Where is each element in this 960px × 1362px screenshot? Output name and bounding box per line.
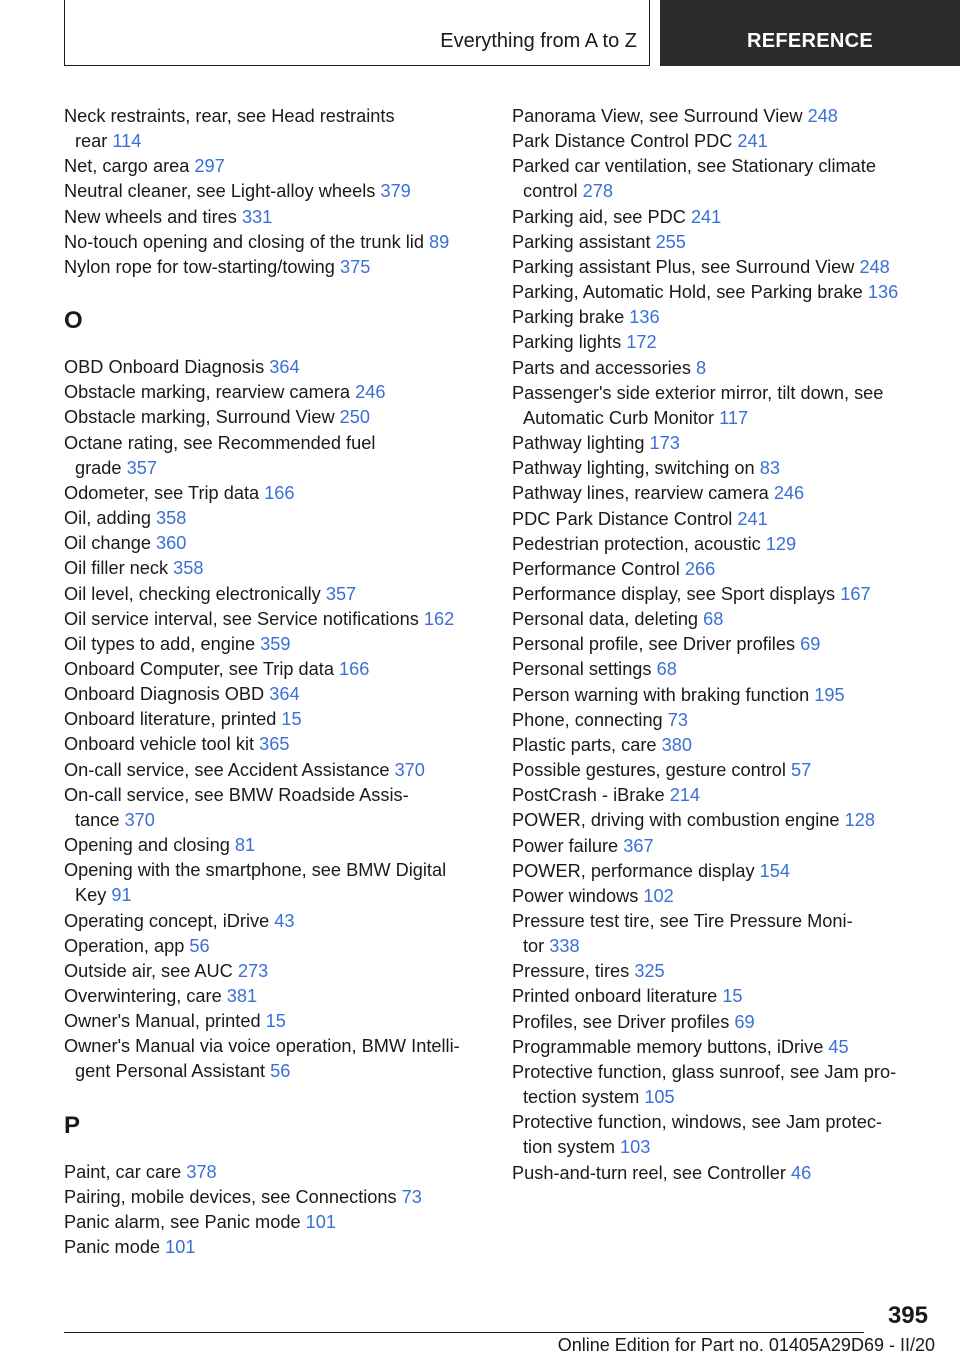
index-entry: [64, 405, 484, 430]
index-entry: [64, 657, 484, 682]
index-entry: [512, 1060, 932, 1085]
index-entry-group: [512, 381, 932, 431]
index-page-link[interactable]: 8: [696, 357, 707, 378]
index-entry-text: Odometer, see Trip data: [64, 482, 260, 503]
index-entry: [512, 356, 932, 381]
index-entry: [64, 1210, 484, 1235]
index-entry-text: Park Distance Control PDC: [512, 131, 733, 152]
index-entry-text: Overwintering, care: [64, 986, 222, 1006]
index-entry: [512, 532, 932, 557]
index-entry: [512, 230, 932, 255]
index-entry-text: Owner's Manual via voice operation, BMW Intelli-: [64, 1036, 460, 1057]
index-entry-text: POWER, performance display: [512, 860, 755, 881]
index-entry: [512, 255, 932, 280]
index-entry: [512, 1110, 932, 1135]
index-entry: [512, 431, 932, 456]
index-entry: [512, 884, 932, 909]
header-section-tab: [660, 0, 960, 66]
index-entry-text: Onboard literature, printed: [64, 709, 277, 730]
index-page-link[interactable]: 378: [186, 1161, 217, 1182]
index-entry: [512, 758, 932, 783]
index-page-link[interactable]: 358: [173, 558, 204, 579]
index-column-right: [512, 104, 932, 1186]
index-entry-text: Operating concept, iDrive: [64, 910, 270, 931]
index-entry: [64, 1034, 484, 1059]
index-entry-text: No-touch opening and closing of the trunk lid: [64, 231, 424, 252]
index-page-link[interactable]: 166: [264, 482, 295, 503]
footer-divider: [64, 1332, 864, 1333]
index-entry: [512, 859, 932, 884]
index-page-link[interactable]: 250: [339, 407, 371, 428]
index-entry: [64, 833, 484, 858]
index-entry: [512, 984, 932, 1009]
index-entry: [512, 733, 932, 758]
index-entry: [512, 507, 932, 532]
index-entry: [512, 1085, 932, 1110]
index-page-link[interactable]: 266: [684, 558, 716, 579]
index-entry: [512, 607, 932, 632]
index-entry-text: Plastic parts, care: [512, 734, 657, 755]
index-entry: [512, 708, 932, 733]
index-page-link[interactable]: 101: [165, 1237, 196, 1258]
index-entry: [64, 883, 484, 908]
index-entry: [64, 255, 484, 280]
index-entry: [512, 179, 932, 204]
index-entry-text: Parking brake: [512, 307, 625, 328]
index-entry-group: [64, 858, 484, 908]
index-entry-text: Programmable memory buttons, iDrive: [512, 1036, 824, 1057]
page-number: 395: [887, 1302, 928, 1329]
index-entry: [64, 732, 484, 757]
index-entry: [64, 230, 484, 255]
index-entry: [512, 280, 932, 305]
index-entry-text: Parking assistant: [512, 231, 651, 252]
index-entry: [64, 858, 484, 883]
index-page-link[interactable]: 45: [828, 1036, 849, 1057]
index-page-link[interactable]: 166: [339, 658, 370, 679]
index-entry: [512, 808, 932, 833]
index-page-link[interactable]: 68: [656, 659, 677, 680]
index-entry-text: grade: [75, 457, 122, 478]
index-page-link[interactable]: 167: [840, 583, 871, 604]
index-page-link[interactable]: 357: [325, 583, 357, 604]
index-entry-text: Pathway lines, rearview camera: [512, 483, 769, 504]
index-entry: [64, 456, 484, 481]
index-page-link[interactable]: 214: [669, 785, 701, 806]
index-entry: [64, 984, 484, 1009]
index-entry-text: Performance Control: [512, 558, 680, 579]
index-entry-text: Oil change: [64, 533, 151, 554]
index-entry-text: Passenger's side exterior mirror, tilt down, see: [512, 382, 884, 403]
index-entry-group: [64, 783, 484, 833]
index-page-link[interactable]: 325: [634, 961, 665, 982]
index-entry-text: Opening and closing: [64, 835, 230, 856]
index-page-link[interactable]: 57: [791, 760, 812, 781]
index-entry: [512, 657, 932, 682]
index-entry-text: Neutral cleaner, see Light-alloy wheels: [64, 181, 376, 202]
index-entry-group: [512, 154, 932, 204]
index-page-link[interactable]: 136: [629, 307, 660, 328]
index-entry-text: Profiles, see Driver profiles: [512, 1011, 730, 1032]
index-entry: [64, 205, 484, 230]
index-page-link[interactable]: 56: [189, 935, 210, 956]
index-page-link[interactable]: 379: [380, 181, 411, 202]
index-entry-text: Onboard vehicle tool kit: [64, 734, 255, 755]
index-entry-text: Onboard Diagnosis OBD: [64, 684, 265, 705]
index-page-link[interactable]: 380: [661, 734, 692, 755]
index-page-link[interactable]: 154: [759, 860, 791, 881]
index-entry-text: Pressure, tires: [512, 961, 630, 982]
index-entry-text: Parked car ventilation, see Stationary climate: [512, 156, 876, 177]
index-entry-text: Onboard Computer, see Trip data: [64, 658, 334, 679]
index-page-link[interactable]: 241: [737, 508, 768, 529]
index-page-link[interactable]: 83: [759, 458, 780, 479]
index-page-link[interactable]: 162: [423, 608, 455, 629]
index-entry-text: gent Personal Assistant: [75, 1061, 266, 1082]
index-entry-text: Protective function, glass sunroof, see Jam pro-: [512, 1061, 897, 1082]
index-column-left: [64, 104, 484, 1260]
index-page-link[interactable]: 69: [734, 1011, 755, 1032]
header-chapter-box: [64, 0, 650, 66]
index-page-link[interactable]: 73: [401, 1186, 422, 1207]
index-page-link[interactable]: 68: [703, 609, 724, 630]
index-page-link[interactable]: 357: [126, 457, 157, 478]
index-page-link[interactable]: 246: [773, 483, 805, 504]
index-page-link[interactable]: 129: [765, 533, 797, 554]
index-page-link[interactable]: 331: [241, 206, 273, 227]
index-entry-text: Pairing, mobile devices, see Connections: [64, 1186, 397, 1207]
index-page-link[interactable]: 43: [274, 910, 295, 931]
index-entry-text: Pathway lighting: [512, 433, 645, 454]
index-entry: [64, 682, 484, 707]
index-entry-text: Parking, Automatic Hold, see Parking brake: [512, 282, 863, 303]
index-entry-text: On-call service, see BMW Roadside Assis-: [64, 784, 409, 805]
index-entry-text: Possible gestures, gesture control: [512, 760, 786, 781]
index-entry: [64, 154, 484, 179]
index-entry-text: Panorama View, see Surround View: [512, 106, 803, 126]
index-page-link[interactable]: 246: [355, 382, 386, 403]
index-entry: [64, 582, 484, 607]
index-entry-text: Automatic Curb Monitor: [523, 407, 715, 428]
index-entry: [64, 959, 484, 984]
index-page-link[interactable]: 81: [234, 835, 256, 856]
index-entry-text: Parking assistant Plus, see Surround View: [512, 256, 855, 277]
index-page-link[interactable]: 241: [690, 206, 722, 227]
index-page-link[interactable]: 56: [270, 1061, 291, 1082]
page-header: [64, 0, 960, 66]
index-entry: [512, 557, 932, 582]
index-entry: [512, 632, 932, 657]
index-entry-text: Performance display, see Sport displays: [512, 583, 836, 604]
index-entry: [64, 1009, 484, 1034]
index-entry: [64, 355, 484, 380]
index-page-link[interactable]: 136: [867, 282, 899, 303]
index-entry-text: rear: [75, 131, 108, 152]
index-page-link[interactable]: 358: [156, 508, 187, 529]
index-entry: [512, 456, 932, 481]
index-entry-text: tion system: [523, 1137, 615, 1158]
index-entry-text: PDC Park Distance Control: [512, 508, 733, 529]
index-entry-group: [512, 1060, 932, 1110]
index-entry-text: POWER, driving with combustion engine: [512, 810, 840, 831]
index-entry: [512, 1161, 932, 1186]
index-entry: [512, 1035, 932, 1060]
index-letter-heading: P: [64, 1111, 81, 1139]
index-entry-text: On-call service, see Accident Assistance: [64, 759, 390, 780]
index-entry: [64, 531, 484, 556]
index-entry-text: Oil level, checking electronically: [64, 583, 321, 604]
index-page-link[interactable]: 173: [649, 433, 680, 454]
index-entry-text: Obstacle marking, Surround View: [64, 407, 335, 428]
chapter-title: Everything from A to Z: [440, 30, 637, 52]
index-entry: [64, 1059, 484, 1084]
index-entry-text: Oil types to add, engine: [64, 633, 256, 654]
index-page-link[interactable]: 297: [194, 156, 225, 177]
index-page-link[interactable]: 69: [800, 634, 821, 655]
index-entry-text: Neck restraints, rear, see Head restraints: [64, 106, 395, 126]
index-page-link[interactable]: 128: [844, 810, 875, 831]
index-entry-group: [64, 1034, 484, 1084]
index-entry: [64, 607, 484, 632]
index-entry: [64, 1185, 484, 1210]
index-entry-text: Pathway lighting, switching on: [512, 458, 755, 479]
index-page-link[interactable]: 91: [111, 885, 132, 906]
index-entry-text: Protective function, windows, see Jam protec-: [512, 1112, 882, 1133]
index-entry: [512, 1135, 932, 1160]
index-entry-text: Owner's Manual, printed: [64, 1011, 261, 1032]
index-entry-text: Net, cargo area: [64, 156, 190, 177]
index-page-link[interactable]: 255: [655, 231, 686, 252]
index-entry-text: control: [523, 181, 578, 202]
index-entry-text: Power windows: [512, 885, 639, 906]
index-entry-group: [512, 909, 932, 959]
index-entry: [512, 330, 932, 355]
index-entry: [512, 582, 932, 607]
index-page-link[interactable]: 365: [259, 734, 290, 755]
index-entry: [64, 758, 484, 783]
index-entry: [64, 909, 484, 934]
index-entry: [64, 1160, 484, 1185]
index-entry: [512, 834, 932, 859]
index-entry: [512, 129, 932, 154]
index-entry-text: tor: [523, 936, 545, 957]
index-page-link[interactable]: 15: [281, 709, 302, 730]
index-entry-text: Person warning with braking function: [512, 684, 810, 705]
index-entry: [64, 556, 484, 581]
index-entry-text: Pressure test tire, see Tire Pressure Moni-: [512, 911, 853, 931]
index-page-link[interactable]: 370: [394, 759, 425, 780]
index-entry: [512, 959, 932, 984]
index-entry: [512, 683, 932, 708]
index-entry-text: Push-and-turn reel, see Controller: [512, 1162, 786, 1183]
index-page-link[interactable]: 381: [226, 986, 258, 1006]
index-page-link[interactable]: 360: [156, 533, 187, 554]
index-entry-text: Opening with the smartphone, see BMW Digital: [64, 860, 447, 881]
index-entry-text: tection system: [523, 1087, 640, 1108]
index-entry-text: Parking aid, see PDC: [512, 206, 686, 227]
index-entry: [64, 934, 484, 959]
index-page-link[interactable]: 364: [269, 684, 300, 705]
index-entry-group: [64, 104, 484, 154]
index-entry: [64, 783, 484, 808]
index-page-link[interactable]: 338: [549, 936, 580, 957]
index-entry-text: Nylon rope for tow-starting/towing: [64, 256, 335, 277]
index-entry-text: Personal profile, see Driver profiles: [512, 634, 796, 655]
index-entry: [64, 129, 484, 154]
index-entry: [64, 380, 484, 405]
index-page-link[interactable]: 370: [124, 809, 155, 830]
index-page-link[interactable]: 248: [807, 106, 838, 126]
index-entry-text: Panic alarm, see Panic mode: [64, 1211, 301, 1232]
index-entry-text: Octane rating, see Recommended fuel: [64, 432, 376, 453]
index-entry: [64, 431, 484, 456]
index-entry: [64, 481, 484, 506]
index-entry-text: Key: [75, 885, 107, 906]
index-page-link[interactable]: 15: [265, 1011, 286, 1032]
index-entry: [512, 154, 932, 179]
index-entry-text: Printed onboard literature: [512, 986, 718, 1007]
index-entry: [64, 506, 484, 531]
index-entry: [512, 104, 932, 129]
index-page-link[interactable]: 364: [269, 357, 300, 378]
index-entry-text: Outside air, see AUC: [64, 960, 233, 981]
index-entry-text: Obstacle marking, rearview camera: [64, 382, 351, 403]
index-entry: [512, 934, 932, 959]
index-entry-text: Personal settings: [512, 659, 652, 680]
index-page-link[interactable]: 102: [643, 885, 674, 906]
index-entry-text: Oil, adding: [64, 508, 151, 529]
index-page-link[interactable]: 367: [623, 835, 654, 856]
index-entry: [64, 632, 484, 657]
index-entry: [512, 305, 932, 330]
index-entry-text: Paint, car care: [64, 1161, 182, 1182]
index-entry-text: Operation, app: [64, 935, 185, 956]
index-page-link[interactable]: 103: [620, 1137, 651, 1158]
index-page-link[interactable]: 195: [814, 684, 845, 705]
index-page-link[interactable]: 172: [626, 332, 657, 353]
index-entry-group: [64, 431, 484, 481]
index-page-link[interactable]: 101: [305, 1211, 336, 1232]
section-tab-label: REFERENCE: [746, 30, 874, 52]
footer-edition: Online Edition for Part no. 01405A29D69 - II/20: [557, 1335, 935, 1355]
index-page-link[interactable]: 46: [791, 1162, 812, 1183]
index-entry: [512, 783, 932, 808]
index-entry: [512, 909, 932, 934]
index-page-link[interactable]: 105: [644, 1087, 675, 1108]
index-entry: [64, 707, 484, 732]
index-entry: [64, 179, 484, 204]
index-entry-text: PostCrash - iBrake: [512, 785, 665, 806]
index-page-link[interactable]: 273: [237, 960, 269, 981]
index-entry-text: New wheels and tires: [64, 206, 237, 227]
index-entry-text: Oil service interval, see Service notifications: [64, 608, 419, 629]
index-page-link[interactable]: 375: [339, 256, 371, 277]
index-entry-text: Oil filler neck: [64, 558, 169, 579]
index-entry: [512, 406, 932, 431]
index-entry-text: OBD Onboard Diagnosis: [64, 357, 265, 378]
index-entry-text: Personal data, deleting: [512, 609, 699, 630]
index-entry: [512, 205, 932, 230]
index-entry-text: Parking lights: [512, 332, 622, 353]
index-page-link[interactable]: 117: [719, 407, 749, 428]
index-entry: [64, 104, 484, 129]
index-entry: [512, 1010, 932, 1035]
index-page-link[interactable]: 248: [859, 256, 890, 277]
index-letter-heading: O: [64, 307, 83, 335]
index-page-link[interactable]: 15: [722, 986, 743, 1007]
index-entry-text: Pedestrian protection, acoustic: [512, 533, 761, 554]
index-page-link[interactable]: 114: [112, 131, 142, 152]
index-page-link[interactable]: 278: [582, 181, 614, 202]
index-entry-text: Power failure: [512, 835, 619, 856]
index-page-link[interactable]: 359: [260, 633, 291, 654]
index-entry-text: Parts and accessories: [512, 357, 691, 378]
index-entry: [512, 381, 932, 406]
index-entry-text: Panic mode: [64, 1237, 161, 1258]
index-entry: [64, 808, 484, 833]
index-entry-text: tance: [75, 809, 120, 830]
index-entry: [512, 481, 932, 506]
index-page-link[interactable]: 89: [429, 231, 450, 252]
index-entry-text: Phone, connecting: [512, 709, 663, 730]
index-entry: [64, 1235, 484, 1260]
index-page-link[interactable]: 241: [737, 131, 768, 152]
index-entry-group: [512, 1110, 932, 1160]
index-page-link[interactable]: 73: [667, 709, 688, 730]
